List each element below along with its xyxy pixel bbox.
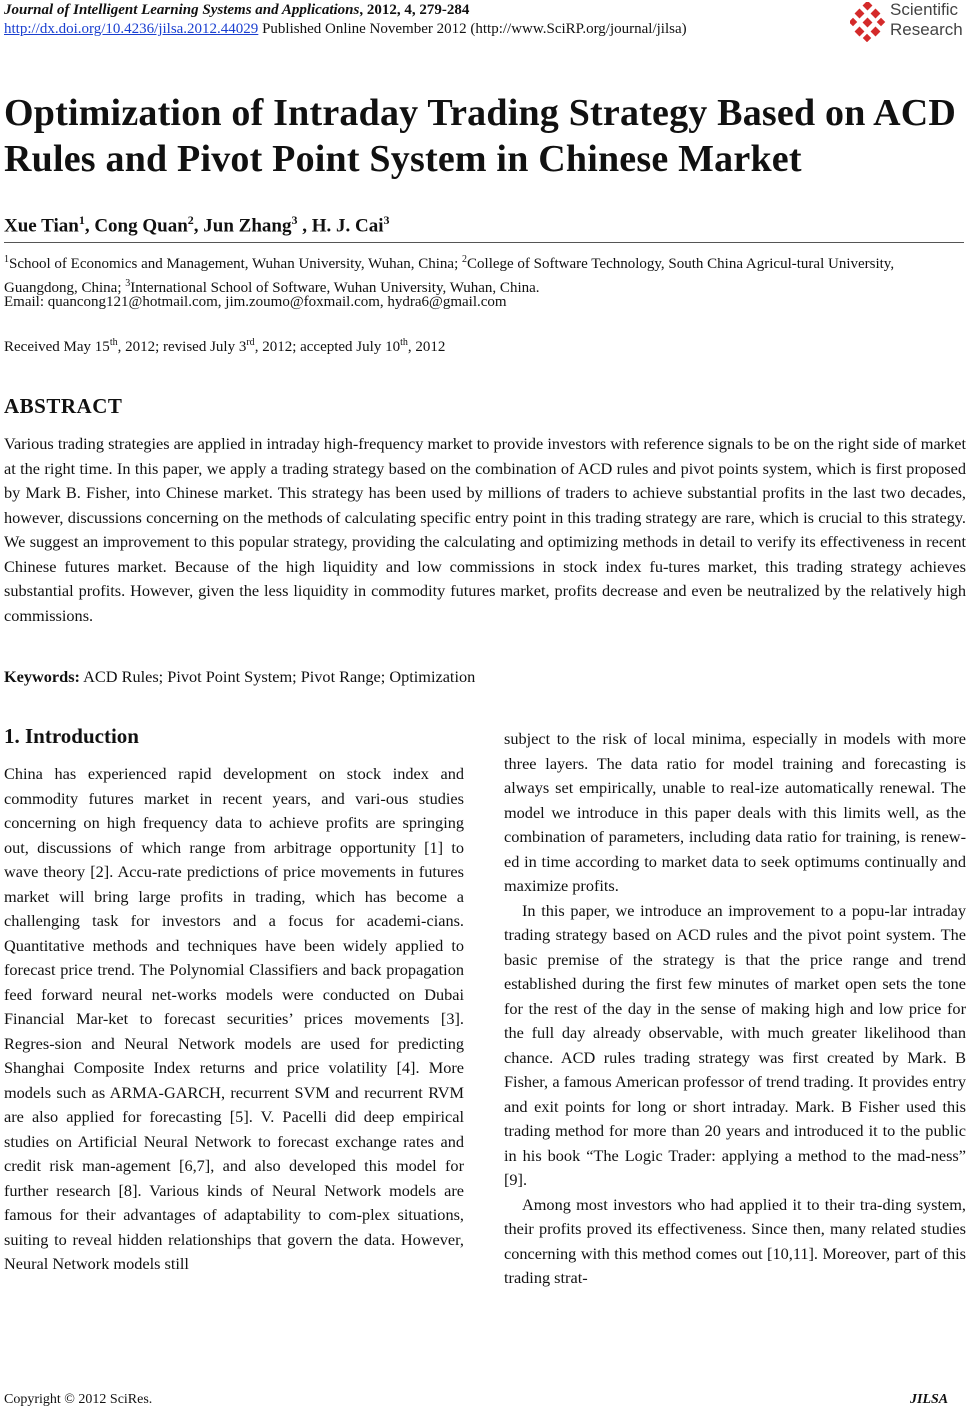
- author-separator: ,: [84, 215, 95, 237]
- keywords-list: ACD Rules; Pivot Point System; Pivot Range; Optimization: [79, 667, 476, 686]
- doi-line: [4, 21, 687, 38]
- received-text: Received May 15: [4, 339, 110, 355]
- author-list: [4, 213, 390, 237]
- journal-citation: [4, 2, 469, 19]
- paragraph: China has experienced rapid development on stock index and commodity futures market in recent years, and vari-ous studies concerning on high frequency data to achieve profits are springing out, discussions of which range from arbitrage opportunity [1] to wave theory [2]. Accu-rate predictions of price movements in futures market will bring large profits in trading, which has become a challenging task for investors and a focus for academi-cians. Quantitative methods and techniques have been widely applied to forecast price trend. The Polynomial Classifiers and back propagation feed forward neural net-works models were conducted on Dubai Financial Mar-ket to forecast securities’ prices movements [3]. Regres-sion and Neural Network models are used for predicting Shanghai Composite Index returns and price volatility [4]. More models such as ARMA-GARCH, recurrent SVM and recurrent RVM are also applied for forecasting [5]. V. Pacelli did deep empirical studies on Artificial Neural Network to forecast exchange rates and credit risk man-agement [6,7], and also developed this model for further research [8]. Various kinds of Neural Network models are famous for their advantages of adaptability to com-plex situations, suiting to reveal hidden relationships that govern the data. However, Neural Network models still: [4, 764, 464, 1273]
- header-divider: [4, 242, 964, 243]
- doi-link[interactable]: http://dx.doi.org/10.4236/jilsa.2012.44029: [4, 21, 259, 37]
- paper-title: Optimization of Intraday Trading Strategy Based on ACD Rules and Pivot Point System in Chinese Market: [4, 92, 957, 180]
- affiliation-number: 2: [462, 254, 468, 265]
- logo-text-research: Research: [890, 20, 963, 39]
- affiliation-number: 3: [125, 278, 131, 289]
- section-heading-introduction: 1. Introduction: [4, 724, 139, 748]
- email-line: Email: quancong121@hotmail.com, jim.zoumo@foxmail.com, hydra6@gmail.com: [4, 294, 507, 310]
- abstract-body: Various trading strategies are applied in intraday high-frequency market to provide investors with reference signals to be on the right side of market at the right time. In this paper, we apply a trading strategy based on the combination of ACD rules and pivot points system, which is first proposed by Mark B. Fisher, into Chinese market. This strategy has been used by millions of traders to achieve substantial profits in the last two decades, however, discussions concerning on the methods of calculating specific entry point in this trading strategy are rare, which is crucial to this strategy. We suggest an improvement to this popular strategy, providing the calculating and optimizing methods in detail to verify its effectiveness in recent Chinese futures market. Because of the high liquidity and low commissions in stock index fu-tures market, this trading strategy achieves substantial profits. However, given the less liquidity in commodity futures market, profits decrease and even be neutralized by the relatively high commissions.: [4, 434, 966, 625]
- affiliation-number: 1: [4, 254, 9, 265]
- author-affiliation-mark: 2: [187, 213, 194, 227]
- keywords-line: [4, 667, 475, 687]
- abstract-heading: ABSTRACT: [4, 394, 123, 418]
- year-text: , 2012: [407, 339, 446, 355]
- journal-abbreviation: JILSA: [910, 1392, 949, 1407]
- revised-text: , 2012; revised July 3: [117, 339, 247, 355]
- author-affiliation-mark: 3: [291, 213, 298, 227]
- journal-volume: , 2012, 4, 279-284: [359, 2, 470, 18]
- author-separator: ,: [193, 215, 204, 237]
- author-name: Jun Zhang: [203, 215, 292, 237]
- scientific-research-logo: [850, 0, 966, 44]
- author-affiliation-mark: 3: [383, 213, 390, 227]
- copyright-notice: Copyright © 2012 SciRes.: [4, 1392, 153, 1407]
- ordinal-suffix: th: [109, 337, 118, 348]
- ordinal-suffix: th: [400, 337, 408, 348]
- left-column: [4, 762, 464, 1277]
- journal-name: Journal of Intelligent Learning Systems and Applications: [4, 2, 360, 18]
- paragraph: In this paper, we introduce an improvement to a popu-lar intraday trading strategy based on ACD rules and the pivot point system. The basic premise of the strategy is that the price range and trend established during the first few minutes of market open sets the tone for the rest of the day in the sense of making high and low price for the full day already observable, with much greater likelihood than chance. ACD rules trading strategy was first created by Mark. B Fisher, a famous American professor of trend trading. It provides entry and exit points for long or short intraday. Mark. B Fisher used this trading method for more than 20 years and introduced it to the public in his book “The Logic Trader: applying a method to the mad-ness” [9].: [504, 900, 966, 1189]
- published-online: Published Online November 2012 (http://www.SciRP.org/journal/jilsa): [258, 21, 687, 37]
- logo-text-scientific: Scientific: [890, 0, 959, 19]
- right-column: [504, 727, 966, 1291]
- keywords-label: Keywords:: [4, 667, 80, 686]
- affiliation-3: International School of Software, Wuhan University, Wuhan, China.: [130, 280, 540, 296]
- author-name: Cong Quan: [94, 215, 188, 237]
- affiliation-1: School of Economics and Management, Wuhan University, Wuhan, China;: [9, 256, 463, 272]
- author-separator: ,: [297, 215, 312, 237]
- paragraph: Among most investors who had applied it to their tra-ding system, their profits proved its effectiveness. Since then, many related studies concerning with this method comes out [10,11]. Moreover, part of this trading strat-: [504, 1194, 966, 1287]
- accepted-text: , 2012; accepted July 10: [254, 339, 401, 355]
- author-name: Xue Tian: [4, 215, 79, 237]
- affiliation-2: College of Software Technology, South China Agricul-tural University, Guangdong, China;: [4, 256, 895, 296]
- affiliations: [4, 250, 966, 298]
- ordinal-suffix: rd: [246, 337, 255, 348]
- logo-mark-icon: [850, 2, 886, 42]
- author-affiliation-mark: 1: [78, 213, 85, 227]
- author-name: H. J. Cai: [311, 215, 384, 237]
- paragraph: subject to the risk of local minima, especially in models with more three layers. The data ratio for model training and forecasting is always set empirically, unable to real-ize automatically renewal. The model we introduce in this paper deals with this limits well, as the combination of parameters, including data ratio for training, is renew-ed in time according to market data to seek optimums continually and maximize profits.: [504, 729, 966, 895]
- received-dates: [4, 337, 445, 356]
